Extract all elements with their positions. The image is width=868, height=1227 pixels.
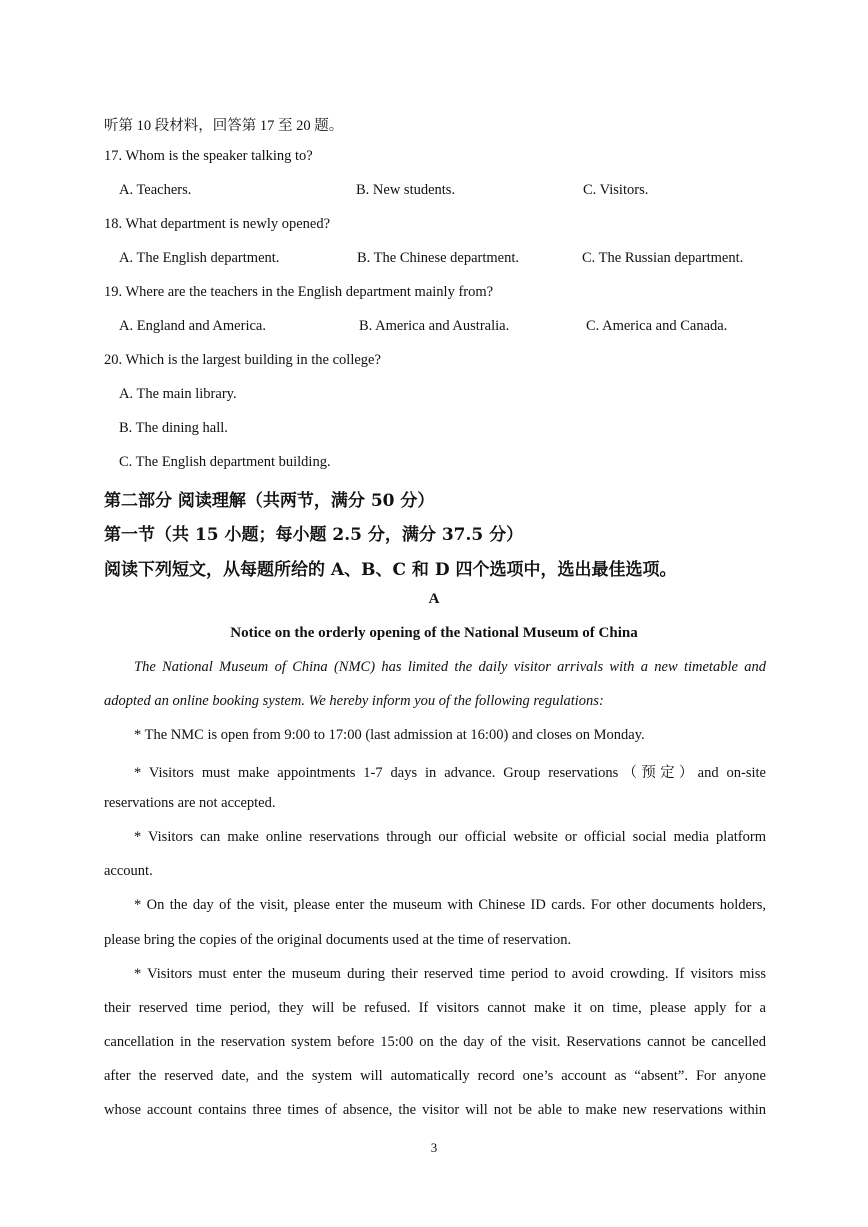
- passage-line: account.: [104, 863, 153, 879]
- q19-option-a: A. England and America.: [119, 318, 266, 334]
- q17-option-c: C. Visitors.: [583, 182, 649, 198]
- passage-line: adopted an online booking system. We hereby inform you of the following regulations:: [104, 693, 604, 709]
- q19-option-c: C. America and Canada.: [586, 318, 728, 334]
- passage-line: * Visitors can make online reservations through our official website or official social media platform: [134, 829, 766, 845]
- q19-option-b: B. America and Australia.: [359, 318, 510, 334]
- passage-line: * On the day of the visit, please enter the museum with Chinese ID cards. For other documents holders,: [134, 897, 766, 913]
- passage-line: whose account contains three times of absence, the visitor will not be able to make new reservations within: [104, 1102, 766, 1118]
- listening-intro: 听第 10 段材料，回答第 17 至 20 题。: [104, 118, 344, 134]
- question-17: 17. Whom is the speaker talking to?: [104, 148, 313, 164]
- q20-option-c: C. The English department building.: [119, 454, 331, 470]
- question-20: 20. Which is the largest building in the college?: [104, 352, 381, 368]
- page-number: 3: [430, 1140, 438, 1155]
- passage-line: * The NMC is open from 9:00 to 17:00 (last admission at 16:00) and closes on Monday.: [134, 727, 645, 743]
- reading-instruction: 阅读下列短文，从每题所给的 A、B、C 和 D 四个选项中，选出最佳选项。: [104, 560, 677, 580]
- q18-option-a: A. The English department.: [119, 250, 280, 266]
- passage-line: please bring the copies of the original documents used at the time of reservation.: [104, 932, 572, 948]
- passage-letter: A: [428, 591, 440, 607]
- passage-title: Notice on the orderly opening of the National Museum of China: [230, 625, 638, 641]
- passage-line: cancellation in the reservation system before 15:00 on the day of the visit. Reservations cannot be cancelled: [104, 1034, 766, 1050]
- section-one-title: 第一节（共 15 小题；每小题 2.5 分，满分 37.5 分）: [104, 525, 524, 545]
- q18-option-b: B. The Chinese department.: [357, 250, 520, 266]
- question-18: 18. What department is newly opened?: [104, 216, 331, 232]
- q17-option-b: B. New students.: [356, 182, 456, 198]
- passage-line: The National Museum of China (NMC) has limited the daily visitor arrivals with a new timetable and: [134, 659, 766, 675]
- q18-option-c: C. The Russian department.: [582, 250, 744, 266]
- passage-line: * Visitors must make appointments 1-7 days in advance. Group reservations（预定）and on-site: [134, 765, 766, 781]
- passage-line: their reserved time period, they will be refused. If visitors cannot make it on time, please apply for a: [104, 1000, 766, 1016]
- q17-option-a: A. Teachers.: [119, 182, 192, 198]
- passage-line: after the reserved date, and the system will automatically record one’s account as “absent”. For anyone: [104, 1068, 766, 1084]
- q20-option-b: B. The dining hall.: [119, 420, 228, 436]
- passage-line: * Visitors must enter the museum during their reserved time period to avoid crowding. If visitors miss: [134, 966, 766, 982]
- question-19: 19. Where are the teachers in the English department mainly from?: [104, 284, 494, 300]
- part-two-title: 第二部分 阅读理解（共两节，满分 50 分）: [104, 491, 435, 511]
- q20-option-a: A. The main library.: [119, 386, 237, 402]
- passage-line: reservations are not accepted.: [104, 795, 276, 811]
